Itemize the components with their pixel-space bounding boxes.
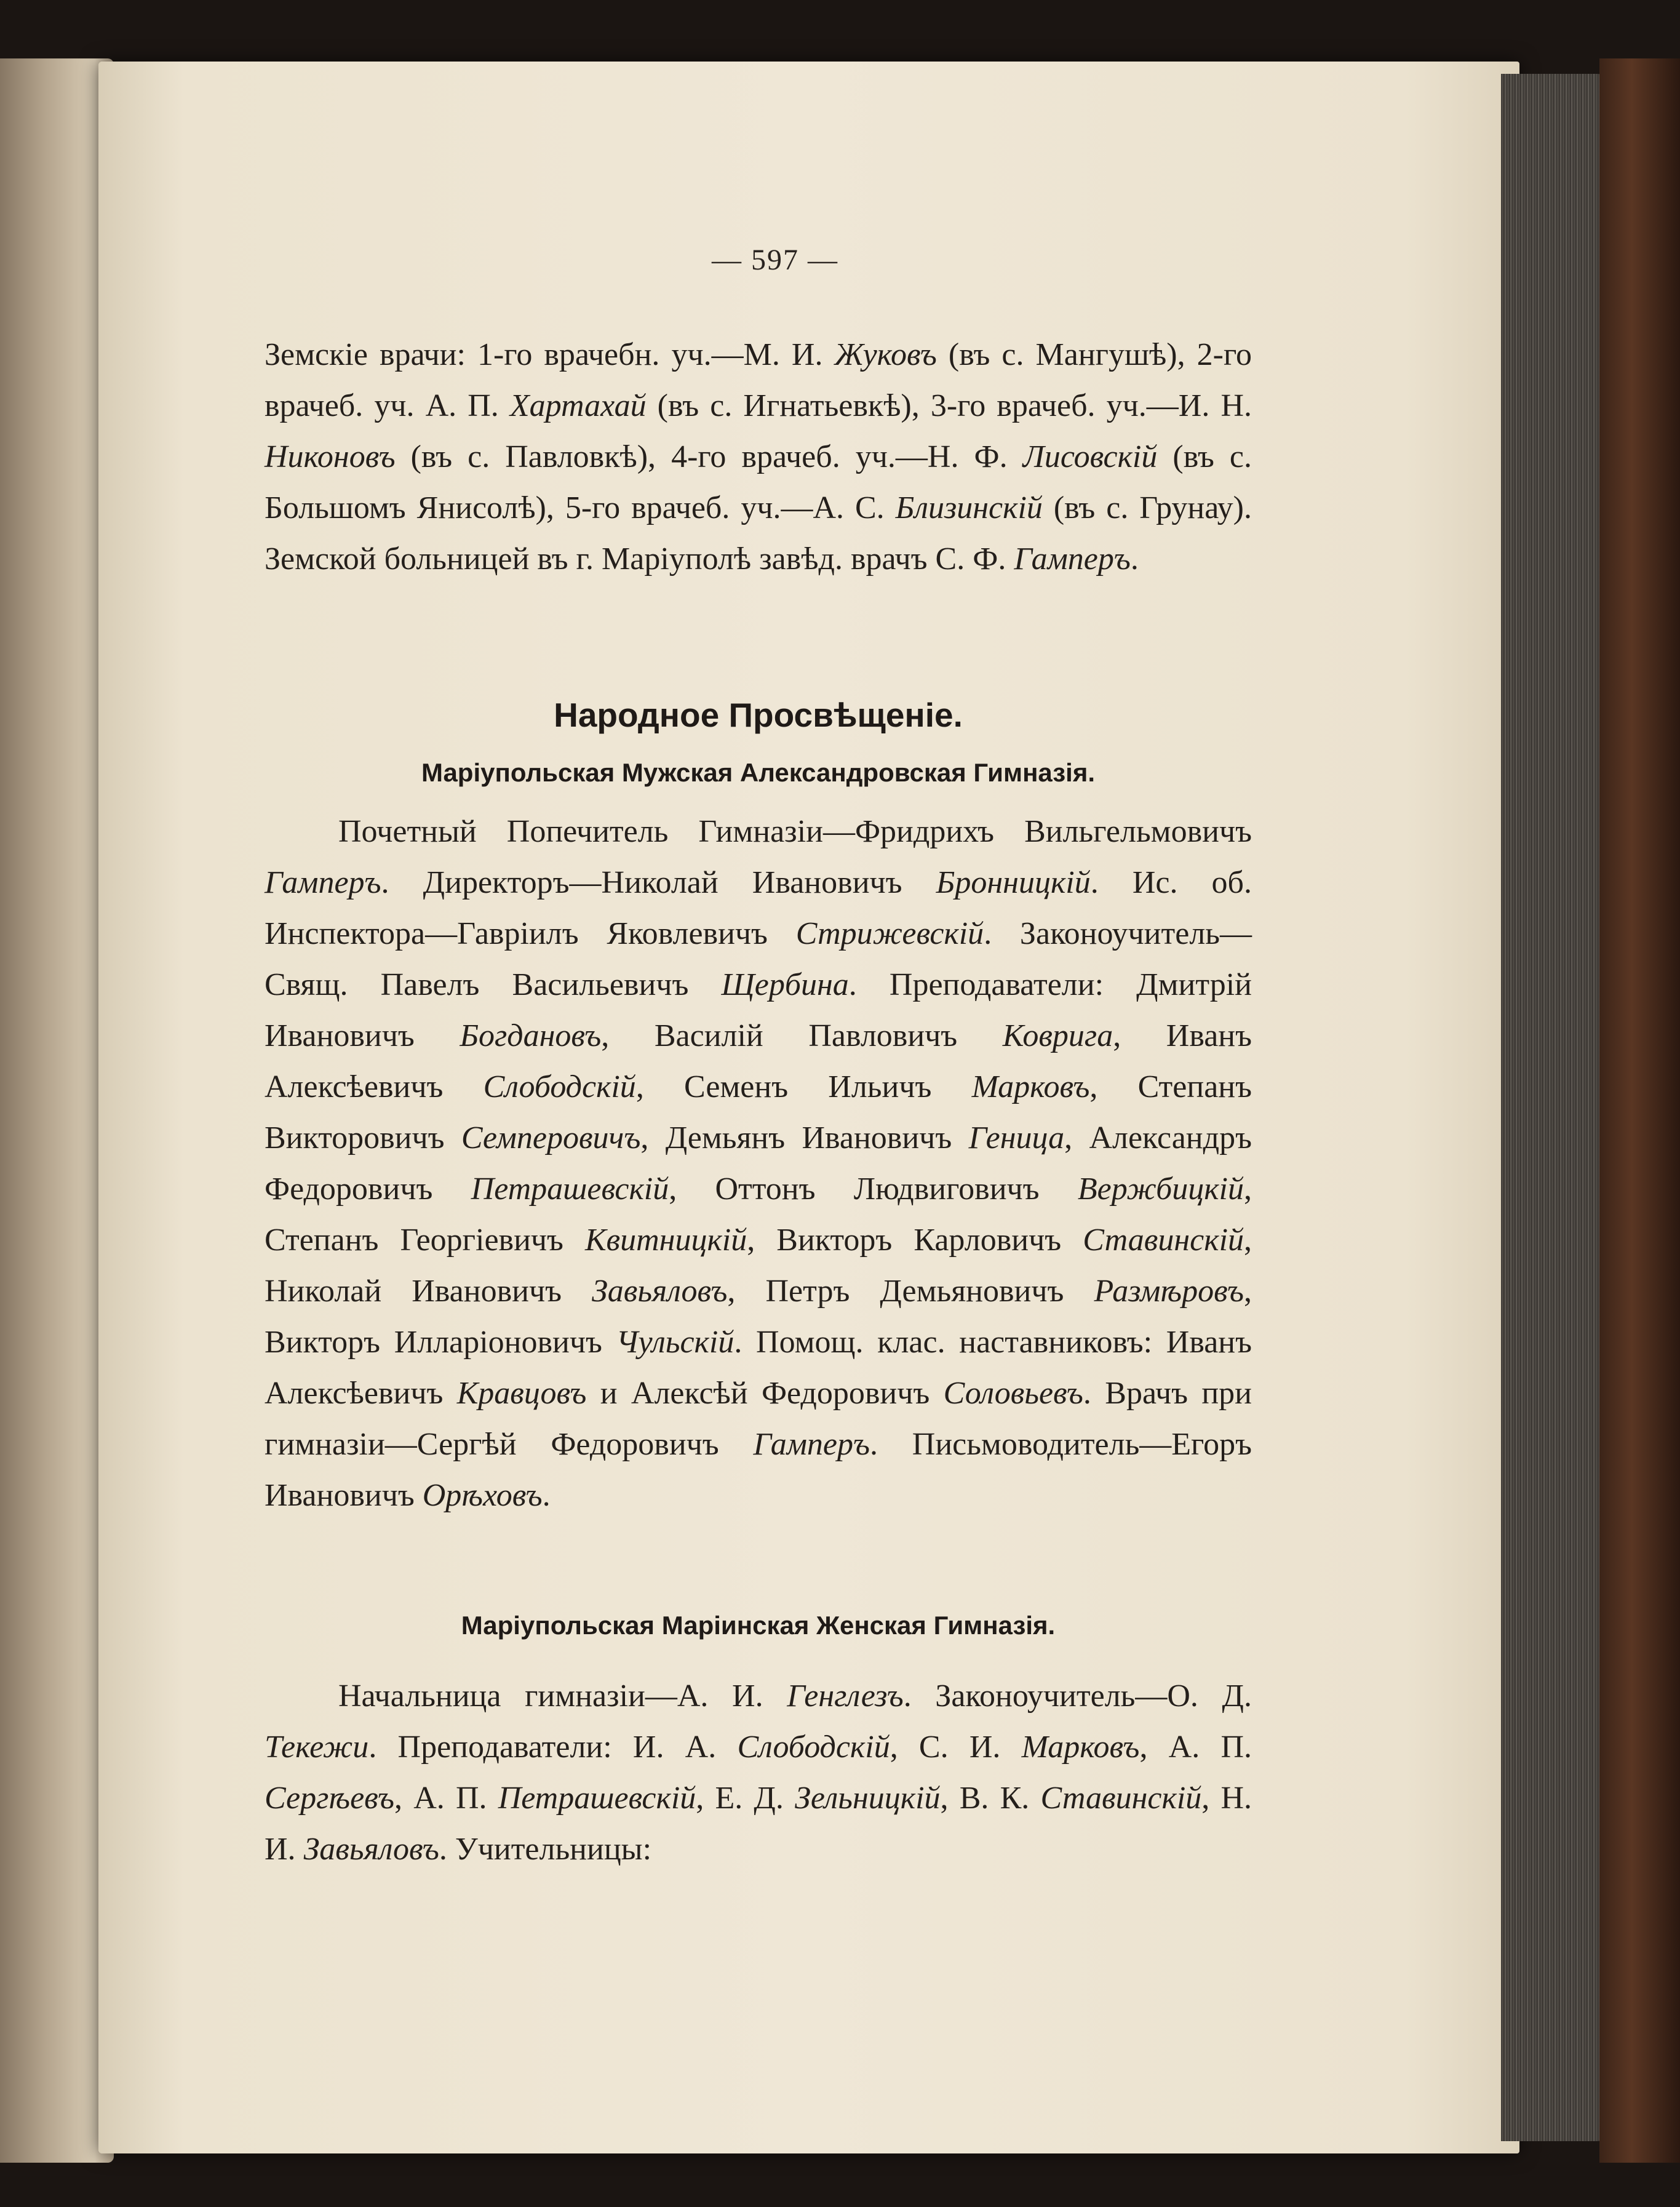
text-run: , Демьянъ Ивановичъ <box>640 1120 969 1155</box>
text-run: . Преподаватели: Дмитрій Ивановичъ <box>265 967 1252 1053</box>
text-run: . Директоръ—Николай Ивановичъ <box>381 865 936 900</box>
italic-name: Завьяловъ <box>303 1832 439 1867</box>
text-run: . Помощ. клас. наставниковъ: Иванъ Алексѣевичъ <box>265 1325 1252 1411</box>
italic-name: Гамперъ <box>753 1427 870 1462</box>
text-run: (въ с. Игнатьевкѣ), 3-го врачеб. уч.—И. Н. <box>646 388 1252 423</box>
italic-name: Бронницкій <box>936 865 1091 900</box>
italic-name: Щербина <box>721 967 849 1002</box>
italic-name: Семперовичъ <box>461 1120 641 1155</box>
italic-name: Коврига <box>1002 1018 1113 1053</box>
paragraph-women-gymnasium <box>265 1670 1252 1875</box>
italic-name: Чульскій <box>616 1325 735 1360</box>
italic-name: Геница <box>968 1120 1065 1155</box>
paragraph-zemstvo-doctors <box>265 329 1252 585</box>
italic-name: Хартахай <box>509 388 647 423</box>
text-run: , Степанъ Георгіевичъ <box>265 1171 1252 1258</box>
text-run: , С. И. <box>890 1730 1022 1765</box>
text-run: . <box>542 1478 551 1513</box>
italic-name: Гамперъ <box>265 865 381 900</box>
italic-name: Слободскій <box>737 1730 890 1765</box>
subheading-men-gymnasium: Маріупольская Мужская Александровская Гимназія. <box>421 758 1096 787</box>
italic-name: Стрижевскій <box>795 916 984 951</box>
page-block-edges <box>1501 74 1609 2141</box>
text-run: . Законоучитель—О. Д. <box>903 1678 1252 1714</box>
text-run: (въ с. Павловкѣ), 4-го врачеб. уч.—Н. Ф. <box>395 439 1023 474</box>
italic-name: Марковъ <box>1021 1730 1140 1765</box>
text-run: (въ с. Мангушѣ), 2-го врачеб. уч. А. П. <box>265 337 1252 423</box>
italic-name: Жуковъ <box>834 337 937 372</box>
text-run: , Оттонъ Людвиговичъ <box>669 1171 1078 1207</box>
italic-name: Богдановъ <box>460 1018 602 1053</box>
italic-name: Петрашевскій <box>471 1171 669 1207</box>
text-run: , Викторъ Карловичъ <box>747 1223 1083 1258</box>
text-run: . Учительницы: <box>439 1832 652 1867</box>
italic-name: Гамперъ <box>1014 541 1131 577</box>
text-run: , А. П. <box>394 1781 498 1816</box>
italic-name: Ставинскій <box>1040 1781 1202 1816</box>
page-number: — 597 — <box>712 244 838 276</box>
italic-name: Соловьевъ <box>943 1376 1083 1411</box>
text-run: , Е. Д. <box>696 1781 795 1816</box>
italic-name: Квитницкій <box>585 1223 747 1258</box>
text-run: , Николай Ивановичъ <box>265 1223 1252 1309</box>
text-run: , Александръ Федоровичъ <box>265 1120 1252 1207</box>
left-page-edge <box>0 58 114 2163</box>
text-run: , Василій Павловичъ <box>601 1018 1003 1053</box>
italic-name: Сергѣевъ <box>265 1781 395 1816</box>
italic-name: Орѣховъ <box>422 1478 543 1513</box>
italic-name: Близинскій <box>895 490 1043 525</box>
italic-name: Петрашевскій <box>498 1781 696 1816</box>
text-run: Земскіе врачи: 1-го врачебн. уч.—М. И. <box>265 337 835 372</box>
text-run: , Степанъ Викторовичъ <box>265 1069 1252 1155</box>
italic-name: Кравцовъ <box>456 1376 587 1411</box>
text-run: , А. П. <box>1139 1730 1252 1765</box>
text-run: Почетный Попечитель Гимназіи—Фридрихъ Вильгельмовичъ <box>338 814 1252 849</box>
text-run: (въ с. Большомъ Янисолѣ), 5-го врачеб. уч.—А. С. <box>265 439 1252 525</box>
italic-name: Марковъ <box>971 1069 1090 1104</box>
italic-name: Зельницкій <box>795 1781 941 1816</box>
text-run: , Петръ Демьяновичъ <box>727 1274 1094 1309</box>
text-run: (въ с. Грунау). Земской больницей въ г. Маріуполѣ завѣд. врачъ С. Ф. <box>265 490 1252 577</box>
text-run: . Ис. об. Инспектора—Гаврiилъ Яковлевичъ <box>265 865 1252 951</box>
italic-name: Никоновъ <box>265 439 396 474</box>
section-heading-education: Народное Просвѣщеніе. <box>554 696 963 734</box>
text-run: , Н. И. <box>265 1781 1252 1867</box>
text-run: , В. К. <box>940 1781 1041 1816</box>
text-run: , Семенъ Ильичъ <box>635 1069 972 1104</box>
text-run: , Викторъ Илларіоновичъ <box>265 1274 1252 1360</box>
italic-name: Размѣровъ <box>1094 1274 1244 1309</box>
book-cover <box>1599 58 1680 2163</box>
text-run: . Врачъ при гимназіи—Сергѣй Федоровичъ <box>265 1376 1252 1462</box>
text-run: . Преподаватели: И. А. <box>368 1730 738 1765</box>
italic-name: Генглезъ <box>787 1678 904 1714</box>
text-run: и Алексѣй Федоровичъ <box>586 1376 944 1411</box>
paragraph-men-gymnasium <box>265 806 1252 1521</box>
text-run: . Письмоводитель—Егоръ Ивановичъ <box>265 1427 1252 1513</box>
text-run: Начальница гимназіи—А. И. <box>338 1678 787 1714</box>
subheading-women-gymnasium: Маріупольская Маріинская Женская Гимназія. <box>461 1611 1056 1640</box>
text-run: , Иванъ Алексѣевичъ <box>265 1018 1252 1104</box>
text-run: . <box>1130 541 1139 577</box>
italic-name: Лисовскій <box>1022 439 1158 474</box>
italic-name: Слободскій <box>483 1069 636 1104</box>
italic-name: Вержбицкій <box>1077 1171 1244 1207</box>
text-run: . Законоучитель—Свящ. Павелъ Васильевичъ <box>265 916 1252 1002</box>
italic-name: Завьяловъ <box>592 1274 728 1309</box>
italic-name: Ставинскій <box>1083 1223 1244 1258</box>
italic-name: Текежи <box>265 1730 369 1765</box>
